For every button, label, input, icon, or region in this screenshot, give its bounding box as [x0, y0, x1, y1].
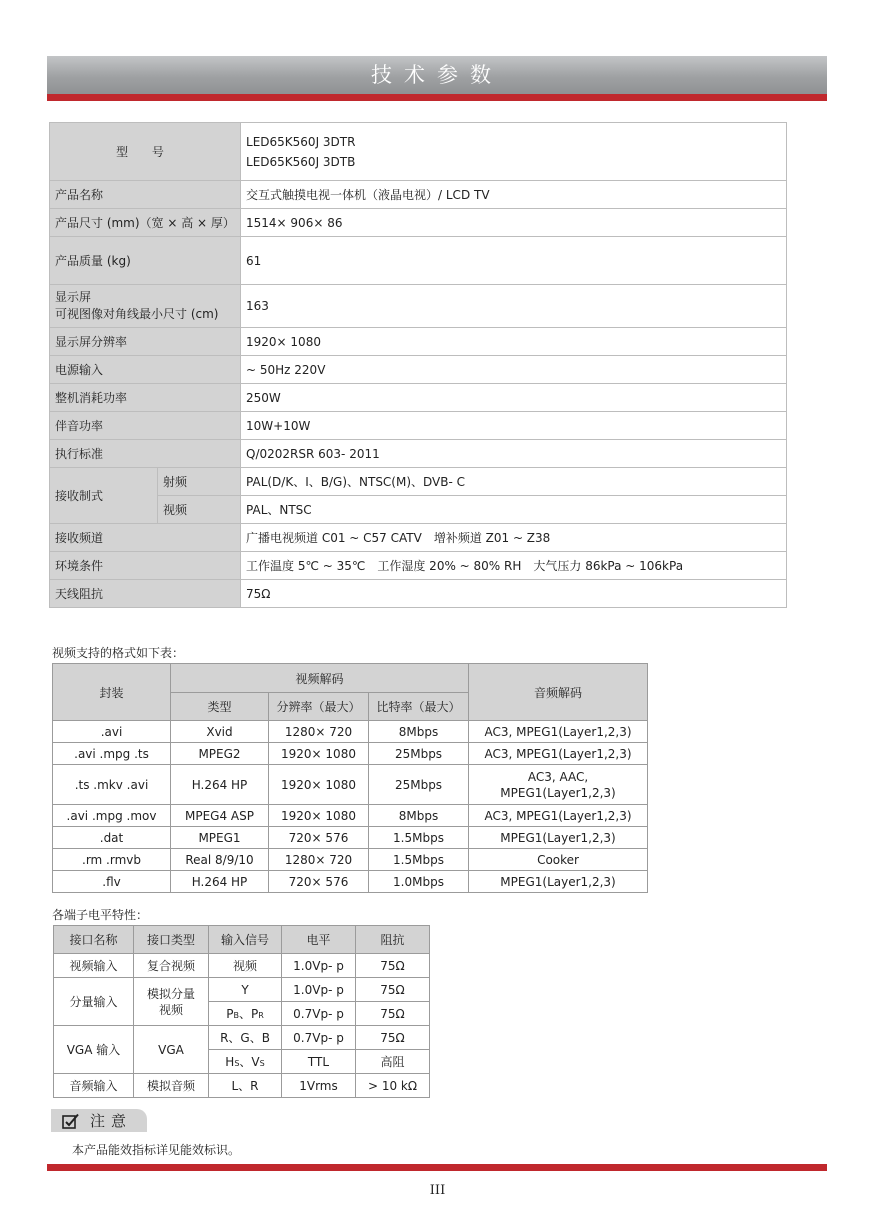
spec-label: 伴音功率 [50, 412, 241, 440]
table-row [53, 765, 648, 805]
cell-type: MPEG4 ASP [171, 805, 269, 827]
header-package: 封装 [53, 664, 171, 721]
header-impedance: 阻抗 [356, 926, 430, 954]
spec-label-line2: 可视图像对角线最小尺寸 (cm) [55, 307, 219, 321]
cell-type: H.264 HP [171, 765, 269, 805]
table-row [50, 440, 787, 468]
separator: 、 [239, 1055, 252, 1069]
cell-impedance: 75Ω [356, 1026, 430, 1050]
levels-table [53, 925, 430, 1098]
cell-signal [209, 1002, 282, 1026]
footer-rule [47, 1164, 827, 1171]
cell-impedance: 75Ω [356, 1002, 430, 1026]
pr-letter: P [250, 1007, 259, 1021]
cell-bitrate: 8Mbps [369, 805, 469, 827]
header-port-type: 接口类型 [134, 926, 209, 954]
table-row [54, 926, 430, 954]
model-value [241, 123, 787, 181]
cell-resolution: 1920× 1080 [269, 765, 369, 805]
cell-audio-line2: MPEG1(Layer1,2,3) [500, 785, 616, 800]
title-underline [47, 94, 827, 101]
pr-subscript: R [258, 1011, 264, 1020]
note-text: 本产品能效指标详见能效标识。 [72, 1143, 241, 1157]
cell-impedance: 75Ω [356, 954, 430, 978]
cell-port-type: VGA [134, 1026, 209, 1074]
header-audio-decode: 音频解码 [469, 664, 648, 721]
spec-value: 广播电视频道 C01 ~ C57 CATV 增补频道 Z01 ~ Z38 [241, 524, 787, 552]
table-row [50, 237, 787, 285]
cell-signal: 视频 [209, 954, 282, 978]
table-row [50, 384, 787, 412]
spec-value: ~ 50Hz 220V [241, 356, 787, 384]
table-row [53, 827, 648, 849]
header-resolution: 分辨率（最大） [269, 693, 369, 721]
video-label: 视频 [158, 496, 241, 524]
spec-label: 产品名称 [50, 181, 241, 209]
cell-signal [209, 1050, 282, 1074]
cell-port-type [134, 978, 209, 1026]
separator: 、 [238, 1007, 251, 1021]
table-row [50, 524, 787, 552]
table-row [53, 664, 648, 693]
cell-signal: R、G、B [209, 1026, 282, 1050]
note-title: 注意 [90, 1112, 133, 1130]
cell-audio: MPEG1(Layer1,2,3) [469, 871, 648, 893]
spec-label: 显示屏分辨率 [50, 328, 241, 356]
cell-port-type: 模拟音频 [134, 1074, 209, 1098]
cell-package: .flv [53, 871, 171, 893]
spec-value: 250W [241, 384, 787, 412]
cell-port-name: 视频输入 [54, 954, 134, 978]
cell-level: 1.0Vp- p [282, 954, 356, 978]
cell-bitrate: 25Mbps [369, 765, 469, 805]
cell-signal: Y [209, 978, 282, 1002]
cell-port-name: VGA 输入 [54, 1026, 134, 1074]
cell-level: 0.7Vp- p [282, 1002, 356, 1026]
table-row [53, 871, 648, 893]
cell-audio: Cooker [469, 849, 648, 871]
table-row [50, 552, 787, 580]
v-subscript: S [259, 1059, 265, 1068]
cell-resolution: 720× 576 [269, 827, 369, 849]
model-value-1: LED65K560J 3DTR [246, 134, 356, 149]
cell-resolution: 1920× 1080 [269, 743, 369, 765]
model-value-2: LED65K560J 3DTB [246, 154, 356, 169]
v-letter: V [251, 1055, 260, 1069]
spec-value: 61 [241, 237, 787, 285]
cell-level: 0.7Vp- p [282, 1026, 356, 1050]
cell-type: H.264 HP [171, 871, 269, 893]
note-tab [51, 1109, 147, 1132]
cell-type: Real 8/9/10 [171, 849, 269, 871]
table-row [53, 721, 648, 743]
cell-type: MPEG2 [171, 743, 269, 765]
cell-package: .avi [53, 721, 171, 743]
table-row [54, 978, 430, 1002]
rf-value: PAL(D/K、I、B/G)、NTSC(M)、DVB- C [241, 468, 787, 496]
cell-audio: AC3, MPEG1(Layer1,2,3) [469, 805, 648, 827]
h-subscript: S [234, 1059, 240, 1068]
cell-impedance: > 10 kΩ [356, 1074, 430, 1098]
spec-label: 产品质量 (kg) [50, 237, 241, 285]
cell-resolution: 1920× 1080 [269, 805, 369, 827]
spec-value: 工作温度 5℃ ~ 35℃ 工作湿度 20% ~ 80% RH 大气压力 86kPa ~ 106kPa [241, 552, 787, 580]
model-label: 型 号 [50, 123, 241, 181]
table-row [50, 580, 787, 608]
table-row [50, 328, 787, 356]
cell-level: 1Vrms [282, 1074, 356, 1098]
spec-value: 10W+10W [241, 412, 787, 440]
page-number: III [429, 1183, 446, 1198]
table-row [50, 468, 787, 496]
spec-label [50, 285, 241, 328]
header-port-name: 接口名称 [54, 926, 134, 954]
header-type: 类型 [171, 693, 269, 721]
cell-port-type: 复合视频 [134, 954, 209, 978]
cell-package: .avi .mpg .ts [53, 743, 171, 765]
cell-bitrate: 1.5Mbps [369, 827, 469, 849]
spec-value: 163 [241, 285, 787, 328]
cell-resolution: 1280× 720 [269, 721, 369, 743]
table-row [50, 123, 787, 181]
cell-signal: L、R [209, 1074, 282, 1098]
video-value: PAL、NTSC [241, 496, 787, 524]
spec-label: 电源输入 [50, 356, 241, 384]
spec-label: 环境条件 [50, 552, 241, 580]
table-row [50, 496, 787, 524]
spec-label: 整机消耗功率 [50, 384, 241, 412]
cell-level: TTL [282, 1050, 356, 1074]
levels-caption: 各端子电平特性： [52, 908, 149, 922]
pb-letter: P [226, 1007, 234, 1021]
formats-table [52, 663, 648, 893]
table-row [54, 1026, 430, 1050]
cell-package: .avi .mpg .mov [53, 805, 171, 827]
cell-port-name: 分量输入 [54, 978, 134, 1026]
header-video-decode: 视频解码 [171, 664, 469, 693]
spec-label: 执行标准 [50, 440, 241, 468]
cell-type: Xvid [171, 721, 269, 743]
cell-level: 1.0Vp- p [282, 978, 356, 1002]
table-row [53, 805, 648, 827]
cell-audio [469, 765, 648, 805]
header-bitrate: 比特率（最大） [369, 693, 469, 721]
spec-value: 1920× 1080 [241, 328, 787, 356]
h-letter: H [225, 1055, 235, 1069]
header-level: 电平 [282, 926, 356, 954]
cell-package: .ts .mkv .avi [53, 765, 171, 805]
spec-label: 天线阻抗 [50, 580, 241, 608]
cell-audio: MPEG1(Layer1,2,3) [469, 827, 648, 849]
spec-table [49, 122, 787, 608]
table-row [54, 1074, 430, 1098]
cell-bitrate: 8Mbps [369, 721, 469, 743]
cell-port-type-line1: 模拟分量 [146, 986, 195, 1001]
table-row [50, 285, 787, 328]
pb-subscript: B [233, 1011, 239, 1020]
rf-label: 射频 [158, 468, 241, 496]
table-row [50, 412, 787, 440]
receive-system-label: 接收制式 [50, 468, 158, 524]
spec-value: 交互式触摸电视一体机（液晶电视）/ LCD TV [241, 181, 787, 209]
cell-impedance: 75Ω [356, 978, 430, 1002]
formats-caption: 视频支持的格式如下表： [52, 646, 185, 660]
cell-type: MPEG1 [171, 827, 269, 849]
cell-port-name: 音频输入 [54, 1074, 134, 1098]
spec-label: 接收频道 [50, 524, 241, 552]
cell-bitrate: 1.0Mbps [369, 871, 469, 893]
table-row [50, 209, 787, 237]
table-row [50, 181, 787, 209]
table-row [53, 849, 648, 871]
cell-package: .dat [53, 827, 171, 849]
header-input-signal: 输入信号 [209, 926, 282, 954]
cell-audio-line1: AC3, AAC, [527, 769, 589, 784]
cell-resolution: 1280× 720 [269, 849, 369, 871]
table-row [50, 356, 787, 384]
cell-package: .rm .rmvb [53, 849, 171, 871]
checkbox-pencil-icon [62, 1113, 80, 1129]
spec-value: 75Ω [241, 580, 787, 608]
table-row [53, 743, 648, 765]
spec-label: 产品尺寸 (mm)（宽 × 高 × 厚） [50, 209, 241, 237]
cell-resolution: 720× 576 [269, 871, 369, 893]
spec-value: Q/0202RSR 603- 2011 [241, 440, 787, 468]
cell-bitrate: 1.5Mbps [369, 849, 469, 871]
cell-impedance: 高阻 [356, 1050, 430, 1074]
cell-bitrate: 25Mbps [369, 743, 469, 765]
cell-port-type-line2: 视频 [158, 1002, 183, 1017]
cell-audio: AC3, MPEG1(Layer1,2,3) [469, 743, 648, 765]
spec-label-line1: 显示屏 [55, 290, 92, 304]
table-row [54, 954, 430, 978]
spec-value: 1514× 906× 86 [241, 209, 787, 237]
cell-audio: AC3, MPEG1(Layer1,2,3) [469, 721, 648, 743]
page-title: 技术参数 [47, 56, 827, 94]
